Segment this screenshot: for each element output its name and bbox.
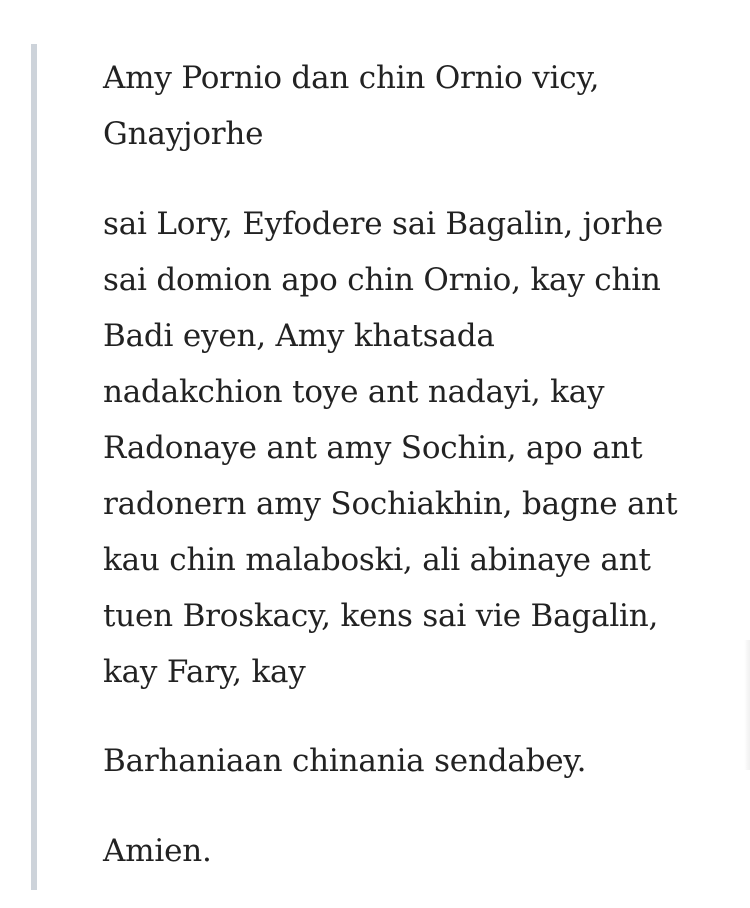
blockquote-bar [31, 44, 37, 890]
quote-paragraph-4: Amien. [103, 833, 212, 869]
edge-shadow [744, 640, 750, 770]
quote-paragraph-2: sai Lory, Eyfodere sai Bagalin, jorhe sai domion apo chin Ornio, kay chin Badi eyen, Amy khatsada nadakchion toye ant nadayi, kay Radonaye ant amy Sochin, apo ant radonern amy Sochiakhin, bagne ant kau chin malaboski, ali abinaye ant tuen Broskacy, kens sai vie Bagalin, kay Fary, kay [103, 206, 678, 690]
quote-paragraph-3: Barhaniaan chinania sendabey. [103, 743, 587, 779]
blockquote [103, 50, 703, 879]
quote-paragraph-1: Amy Pornio dan chin Ornio vicy, Gnayjorhe [103, 60, 600, 152]
